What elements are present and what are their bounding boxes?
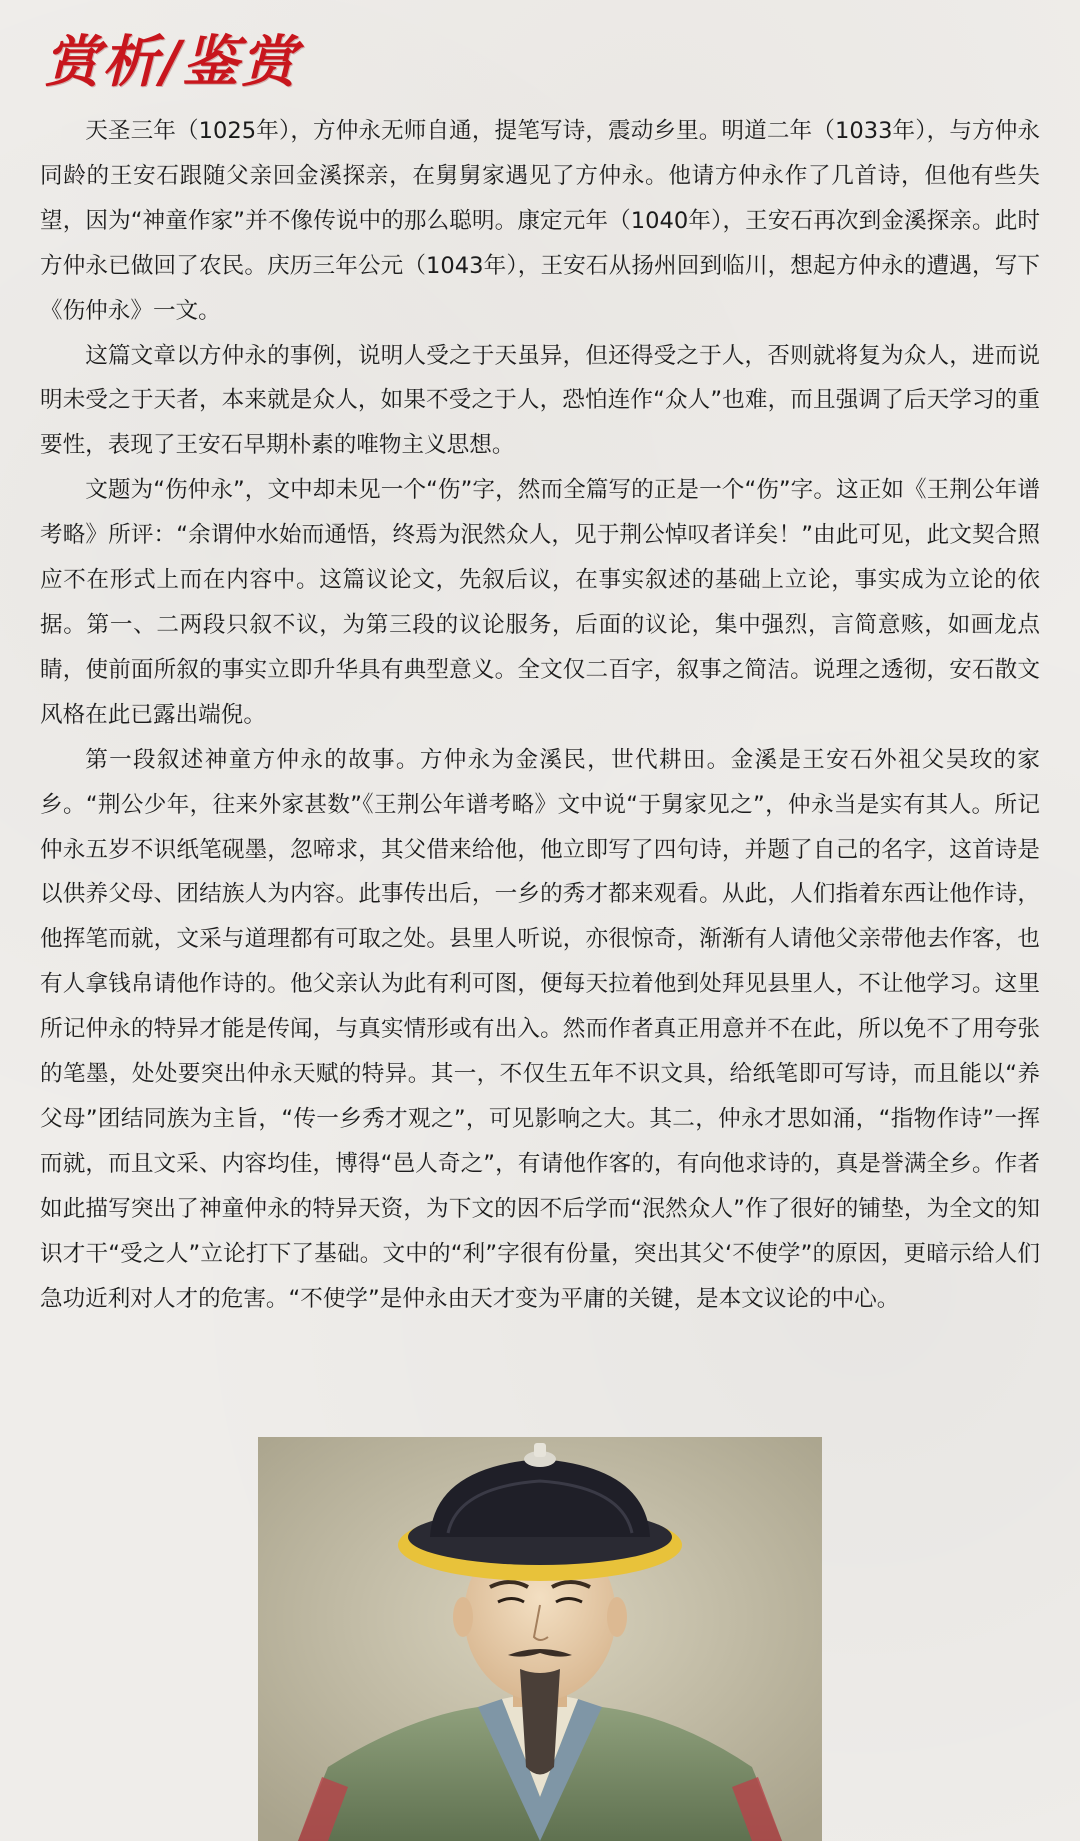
portrait-image xyxy=(258,1437,822,1841)
article-body xyxy=(40,109,1040,1321)
paragraph-2: 这篇文章以方仲永的事例，说明人受之于天虽异，但还得受之于人，否则就将复为众人，进而说明未受之于天者，本来就是众人，如果不受之于人，恐怕连作“众人”也难，而且强调了后天学习的重要性，表现了王安石早期朴素的唯物主义思想。 xyxy=(40,342,1040,459)
paragraph-4: 第一段叙述神童方仲永的故事。方仲永为金溪民，世代耕田。金溪是王安石外祖父吴玫的家乡。“荆公少年，往来外家甚数”《王荆公年谱考略》文中说“于舅家见之”，仲永当是实有其人。所记仲永五岁不识纸笔砚墨，忽啼求，其父借来给他，他立即写了四句诗，并题了自己的名字，这首诗是以供养父母、团结族人为内容。此事传出后，一乡的秀才都来观看。从此，人们指着东西让他作诗，他挥笔而就，文采与道理都有可取之处。县里人听说，亦很惊奇，渐渐有人请他父亲带他去作客，也有人拿钱帛请他作诗的。他父亲认为此有利可图，便每天拉着他到处拜见县里人，不让他学习。这里所记仲永的特异才能是传闻，与真实情形或有出入。然而作者真正用意并不在此，所以免不了用夸张的笔墨，处处要突出仲永天赋的特异。其一，不仅生五年不识文具，给纸笔即可写诗，而且能以“养父母”团结同族为主旨，“传一乡秀才观之”，可见影响之大。其二，仲永才思如涌，“指物作诗”一挥而就，而且文采、内容均佳，博得“邑人奇之”，有请他作客的，有向他求诗的，真是誉满全乡。作者如此描写突出了神童仲永的特异天资，为下文的因不后学而“泯然众人”作了很好的铺垫，为全文的知识才干“受之人”立论打下了基础。文中的“利”字很有份量，突出其父‘不使学”的原因，更暗示给人们急功近利对人才的危害。“不使学”是仲永由天才变为平庸的关键，是本文议论的中心。 xyxy=(40,746,1040,1312)
portrait-painting xyxy=(258,1437,822,1841)
paragraph-3: 文题为“伤仲永”，文中却未见一个“伤”字，然而全篇写的正是一个“伤”字。这正如《王荆公年谱考略》所评：“余谓仲水始而通悟，终焉为泯然众人，见于荆公悼叹者详矣！”由此可见，此文契合照应不在形式上而在内容中。这篇议论文，先叙后议，在事实叙述的基础上立论，事实成为立论的依据。第一、二两段只叙不议，为第三段的议论服务，后面的议论，集中强烈，言简意赅，如画龙点睛，使前面所叙的事实立即升华具有典型意义。全文仅二百字，叙事之简洁。说理之透彻，安石散文风格在此已露出端倪。 xyxy=(40,477,1040,728)
section-title: 赏析/鉴赏 xyxy=(44,29,299,95)
paragraph-1: 天圣三年（1025年），方仲永无师自通，提笔写诗，震动乡里。明道二年（1033年），与方仲永同龄的王安石跟随父亲回金溪探亲，在舅舅家遇见了方仲永。他请方仲永作了几首诗，但他有些失望，因为“神童作家”并不像传说中的那么聪明。康定元年（1040年），王安石再次到金溪探亲。此时方仲永已做回了农民。庆历三年公元（1043年），王安石从扬州回到临川，想起方仲永的遭遇，写下《伤仲永》一文。 xyxy=(40,118,1040,324)
